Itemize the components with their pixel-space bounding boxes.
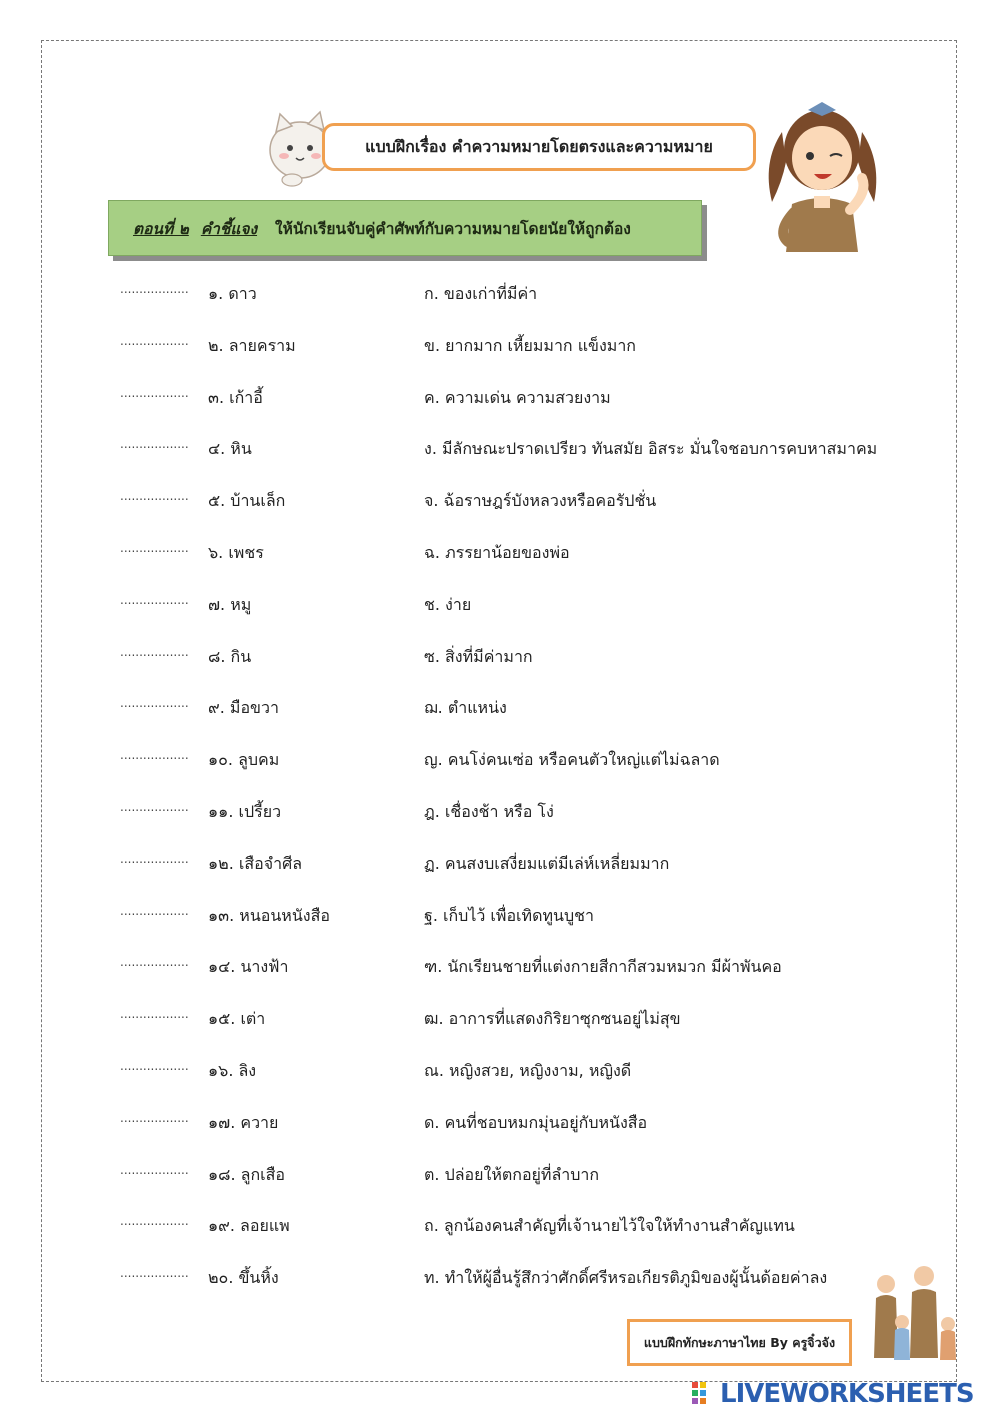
liveworksheets-logo-icon	[690, 1380, 716, 1408]
answer-blank[interactable]: ..................	[120, 1110, 189, 1125]
instructions-text: ให้นักเรียนจับคู่คำศัพท์กับความหมายโดยนัยให้ถูกต้อง	[275, 219, 631, 238]
term: ๑๒. เสือจำศีล	[208, 853, 303, 873]
liveworksheets-brand[interactable]	[690, 1378, 995, 1410]
answer-blank[interactable]: ..................	[120, 540, 189, 555]
list-item	[0, 890, 1000, 942]
answer-blank[interactable]: ..................	[120, 955, 189, 970]
meaning: ฎ. เชื่องช้า หรือ โง่	[424, 801, 554, 821]
list-item	[0, 786, 1000, 838]
answer-blank[interactable]: ..................	[120, 1214, 189, 1229]
worksheet-title: แบบฝึกเรื่อง คำความหมายโดยตรงและความหมาย	[322, 123, 756, 171]
meaning: ด. คนที่ชอบหมกมุ่นอยู่กับหนังสือ	[424, 1112, 648, 1132]
term: ๖. เพชร	[208, 542, 264, 562]
answer-blank[interactable]: ..................	[120, 1007, 189, 1022]
answer-blank[interactable]: ..................	[120, 696, 189, 711]
answer-blank[interactable]: ..................	[120, 1266, 189, 1281]
term: ๑๐. ลูบคม	[208, 750, 280, 770]
answer-blank[interactable]: ..................	[120, 489, 189, 504]
instructions-part: ตอนที่ ๒	[133, 219, 189, 238]
meaning: ฌ. ตำแหน่ง	[424, 698, 507, 718]
term: ๑๙. ลอยแพ	[208, 1216, 290, 1236]
answer-blank[interactable]: ..................	[120, 385, 189, 400]
answer-blank[interactable]: ..................	[120, 799, 189, 814]
meaning: ต. ปล่อยให้ตกอยู่ที่ลำบาก	[424, 1164, 600, 1184]
answer-blank[interactable]: ..................	[120, 592, 189, 607]
instructions-banner	[108, 200, 702, 256]
answer-blank[interactable]: ..................	[120, 1058, 189, 1073]
term: ๑๑. เปรี้ยว	[208, 801, 282, 821]
list-item	[0, 631, 1000, 683]
list-item	[0, 579, 1000, 631]
list-item	[0, 268, 1000, 320]
term: ๑๘. ลูกเสือ	[208, 1164, 286, 1184]
list-item	[0, 1149, 1000, 1201]
meaning: ฏ. คนสงบเสงี่ยมแต่มีเล่ห์เหลี่ยมมาก	[424, 853, 670, 873]
family-illustration	[862, 1262, 966, 1362]
answer-blank[interactable]: ..................	[120, 851, 189, 866]
term: ๕. บ้านเล็ก	[208, 491, 286, 511]
term: ๒๐. ขึ้นหิ้ง	[208, 1268, 279, 1288]
list-item	[0, 1045, 1000, 1097]
list-item	[0, 527, 1000, 579]
answer-blank[interactable]: ..................	[120, 1162, 189, 1177]
meaning: ซ. สิ่งที่มีค่ามาก	[424, 646, 533, 666]
meaning: ค. ความเด่น ความสวยงาม	[424, 387, 611, 407]
list-item	[0, 423, 1000, 475]
answer-blank[interactable]: ..................	[120, 282, 189, 296]
term: ๘. กิน	[208, 646, 252, 666]
answer-blank[interactable]: ..................	[120, 437, 189, 452]
matching-list	[0, 268, 1000, 1304]
meaning: ฒ. อาการที่แสดงกิริยาซุกซนอยู่ไม่สุข	[424, 1009, 681, 1029]
list-item	[0, 475, 1000, 527]
list-item	[0, 1252, 1000, 1304]
meaning: ข. ยากมาก เหี้ยมมาก แข็งมาก	[424, 335, 636, 355]
term: ๑๖. ลิง	[208, 1060, 257, 1080]
meaning: ช. ง่าย	[424, 594, 472, 614]
term: ๗. หมู	[208, 594, 252, 614]
credit-box: แบบฝึกทักษะภาษาไทย By ครูจิ๋วจัง	[627, 1319, 852, 1366]
girl-illustration	[752, 92, 892, 262]
list-item	[0, 838, 1000, 890]
list-item	[0, 372, 1000, 424]
meaning: ง. มีลักษณะปราดเปรียว ทันสมัย อิสระ มั่นใจชอบการคบหาสมาคม	[424, 439, 878, 459]
meaning: ฉ. ภรรยาน้อยของพ่อ	[424, 542, 570, 562]
term: ๓. เก้าอี้	[208, 387, 263, 407]
list-item	[0, 941, 1000, 993]
meaning: ฑ. นักเรียนชายที่แต่งกายสีกากีสวมหมวก มีผ้าพันคอ	[424, 957, 782, 977]
instructions-label: คำชี้แจง	[200, 219, 258, 238]
answer-blank[interactable]: ..................	[120, 903, 189, 918]
meaning: ฐ. เก็บไว้ เพื่อเทิดทูนบูชา	[424, 905, 594, 925]
term: ๑๓. หนอนหนังสือ	[208, 905, 330, 925]
term: ๑๔. นางฟ้า	[208, 957, 289, 977]
list-item	[0, 734, 1000, 786]
term: ๑๕. เต่า	[208, 1009, 266, 1029]
meaning: ญ. คนโง่คนเซ่อ หรือคนตัวใหญ่แต่ไม่ฉลาด	[424, 750, 720, 770]
meaning: ท. ทำให้ผู้อื่นรู้สึกว่าศักดิ์ศรีหรอเกียรติภูมิของผู้นั้นด้อยค่าลง	[424, 1268, 828, 1288]
meaning: ถ. ลูกน้องคนสำคัญที่เจ้านายไว้ใจให้ทำงานสำคัญแทน	[424, 1216, 795, 1236]
term: ๙. มือขวา	[208, 698, 279, 718]
term: ๑. ดาว	[208, 284, 257, 303]
list-item	[0, 993, 1000, 1045]
list-item	[0, 682, 1000, 734]
meaning: ณ. หญิงสวย, หญิงงาม, หญิงดี	[424, 1060, 632, 1080]
meaning: จ. ฉ้อราษฎร์บังหลวงหรือคอรัปชั่น	[424, 491, 657, 511]
list-item	[0, 320, 1000, 372]
term: ๒. ลายคราม	[208, 335, 296, 355]
meaning: ก. ของเก่าที่มีค่า	[424, 284, 538, 303]
term: ๔. หิน	[208, 439, 252, 459]
term: ๑๗. ควาย	[208, 1112, 279, 1132]
list-item	[0, 1200, 1000, 1252]
answer-blank[interactable]: ..................	[120, 644, 189, 659]
list-item	[0, 1097, 1000, 1149]
brand-text: LIVEWORKSHEETS	[720, 1379, 974, 1409]
answer-blank[interactable]: ..................	[120, 333, 189, 348]
answer-blank[interactable]: ..................	[120, 748, 189, 763]
